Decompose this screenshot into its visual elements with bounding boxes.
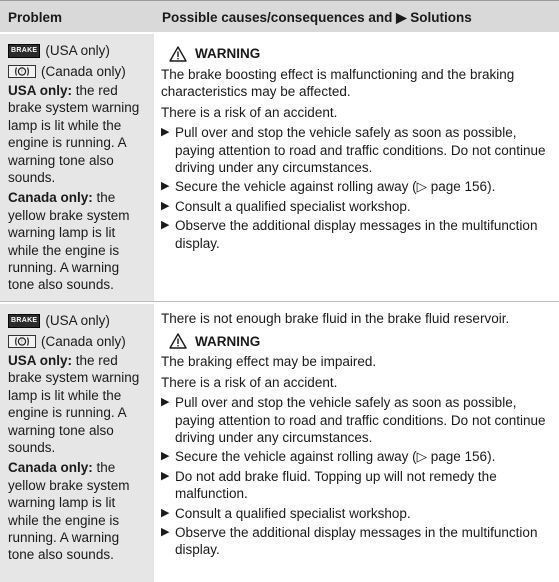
bullet-text: Consult a qualified specialist workshop.: [175, 505, 411, 521]
svg-text:!: !: [21, 339, 23, 346]
brake-circle-icon: [8, 335, 36, 348]
bullet-item: [161, 448, 553, 465]
canada-description: [8, 189, 148, 293]
canada-only-tag: (Canada only): [41, 333, 126, 349]
bullet-item: [161, 178, 553, 195]
warning-triangle-icon: [169, 46, 187, 62]
warning-heading: [161, 43, 553, 65]
triangle-right-icon: ▶: [161, 180, 170, 193]
bullet-text: Secure the vehicle against rolling away (▷ page 156).: [175, 449, 496, 465]
table-header: [0, 1, 559, 34]
svg-text:!: !: [21, 69, 23, 76]
bullet-text: Secure the vehicle against rolling away (▷ page 156).: [175, 179, 496, 195]
canada-label: Canada only:: [8, 190, 93, 206]
brake-circle-icon: [8, 65, 36, 78]
bullet-item: [161, 394, 553, 446]
usa-label: USA only:: [8, 353, 72, 368]
bullet-item: [161, 198, 553, 215]
triangle-right-icon: ▶: [161, 396, 170, 409]
usa-text: the red brake system warning lamp is lit while the engine is running. A warning tone also sounds.: [8, 83, 140, 186]
canada-lamp-line: [8, 61, 148, 82]
usa-only-tag: (USA only): [45, 312, 110, 328]
canada-lamp-line: [8, 331, 148, 352]
warning-title: WARNING: [195, 46, 261, 62]
bullet-text: Consult a qualified specialist workshop.: [175, 198, 411, 214]
header-problem: Problem: [8, 10, 63, 25]
bullet-text: Observe the additional display messages in the multifunction display.: [175, 218, 538, 251]
usa-label: USA only:: [8, 83, 72, 98]
warning-line: The brake boosting effect is malfunctioning and the braking characteristics may be affected.: [161, 67, 515, 100]
triangle-right-icon: ▶: [161, 469, 170, 482]
triangle-right-icon: ▶: [161, 199, 170, 212]
problem-cell-2: [0, 304, 154, 582]
triangle-right-icon: ▶: [161, 506, 170, 519]
usa-lamp-line: [8, 40, 148, 61]
bullet-item: [161, 124, 553, 176]
canada-text: the yellow brake system warning lamp is lit while the engine is running. A warning tone also sounds.: [8, 460, 130, 563]
solution-cell-1: [154, 34, 559, 302]
bullet-item: [161, 468, 553, 503]
triangle-right-icon: ▶: [161, 219, 170, 232]
warning-heading: [161, 330, 553, 352]
usa-only-tag: (USA only): [45, 42, 110, 58]
triangle-right-icon: ▶: [161, 450, 170, 463]
solution-cell-2: [154, 304, 559, 582]
brake-lamp-icon: BRAKE: [8, 314, 40, 328]
warning-line: There is a risk of an accident.: [161, 374, 338, 390]
bullet-item: [161, 505, 553, 522]
canada-description: [8, 459, 148, 563]
warning-line: There is a risk of an accident.: [161, 104, 338, 120]
brake-lamp-icon: BRAKE: [8, 44, 40, 58]
header-solutions: Possible causes/consequences and ▶ Solutions: [162, 10, 472, 25]
warning-triangle-icon: [169, 333, 187, 349]
bullet-item: [161, 524, 553, 559]
bullet-text: Pull over and stop the vehicle safely as soon as possible, paying attention to road and traffic conditions. Do not continue driving under any circumstances.: [175, 395, 546, 446]
usa-description: [8, 82, 148, 186]
bullet-text: Pull over and stop the vehicle safely as soon as possible, paying attention to road and traffic conditions. Do not continue driving under any circumstances.: [175, 125, 546, 176]
warning-title: WARNING: [195, 333, 261, 349]
canada-only-tag: (Canada only): [41, 63, 126, 79]
usa-description: [8, 352, 148, 456]
usa-text: the red brake system warning lamp is lit while the engine is running. A warning tone also sounds.: [8, 353, 140, 456]
triangle-right-icon: ▶: [161, 526, 170, 539]
warning-line: The braking effect may be impaired.: [161, 354, 377, 370]
triangle-right-icon: ▶: [161, 126, 170, 139]
bullet-text: Observe the additional display messages in the multifunction display.: [175, 525, 538, 558]
problem-cell-1: [0, 34, 154, 302]
canada-text: the yellow brake system warning lamp is lit while the engine is running. A warning tone also sounds.: [8, 190, 130, 293]
bullet-text: Do not add brake fluid. Topping up will not remedy the malfunction.: [175, 468, 497, 502]
canada-label: Canada only:: [8, 460, 93, 476]
bullet-item: [161, 217, 553, 252]
usa-lamp-line: [8, 310, 148, 331]
cause-text: There is not enough brake fluid in the brake fluid reservoir.: [161, 311, 510, 326]
